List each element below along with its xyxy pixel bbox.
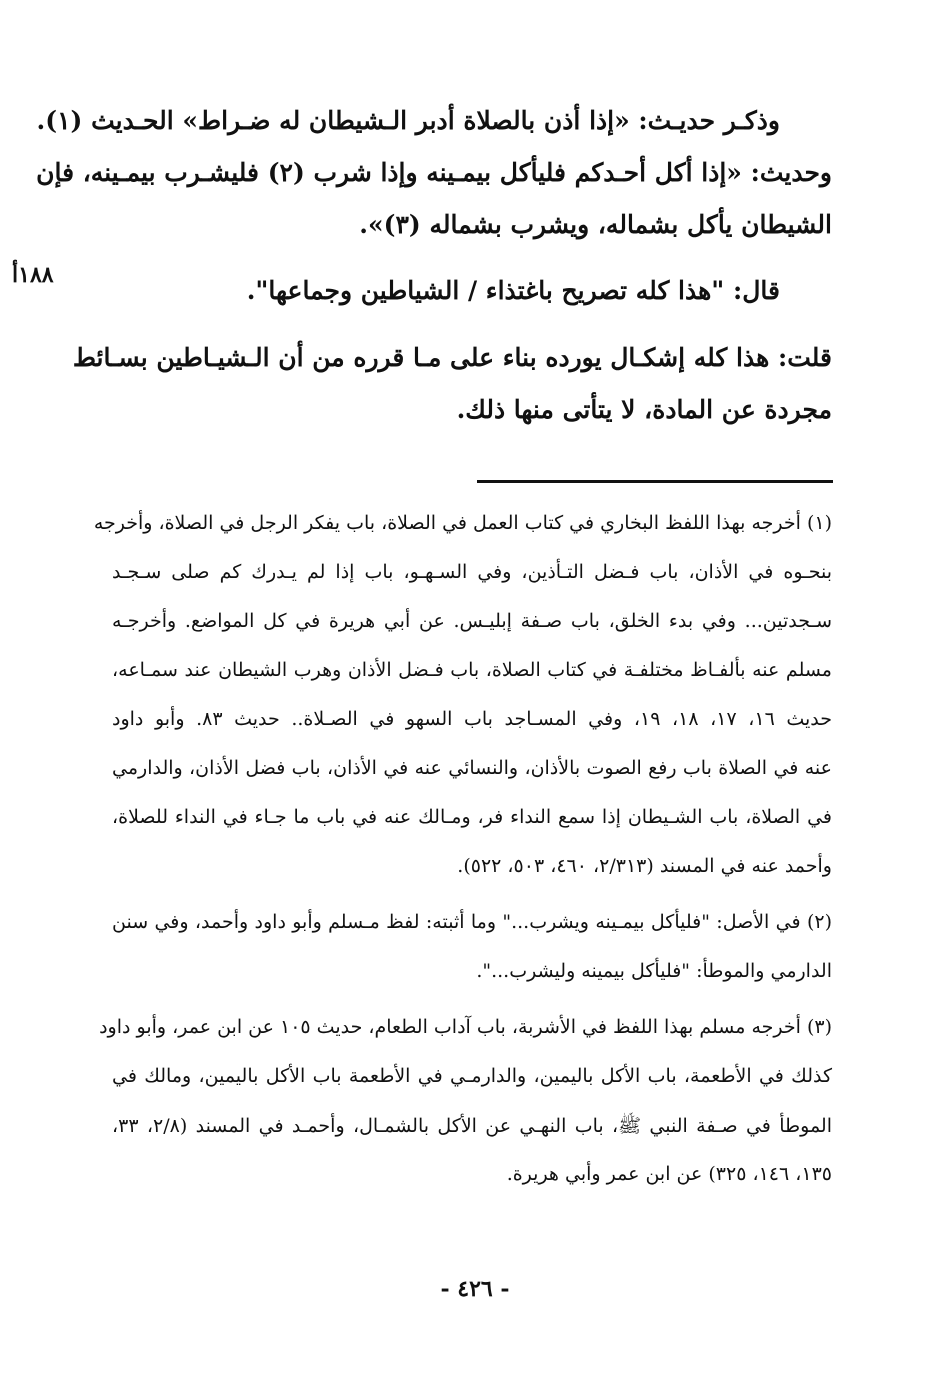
footnote-line: كذلك في الأطعمة، باب الأكل باليمين، والدارمـي في الأطعمة باب الأكل باليمين، ومالك في (112, 1065, 832, 1087)
main-text-line: وذكـر حديـث: «إذا أذن بالصلاة أدبر الـشيطان له ضـراط» الحـديث (١). (36, 106, 780, 135)
page-number: - ٤٢٦ - (440, 1276, 510, 1302)
footnote-line: وأحمد عنه في المسند (٢/٣١٣، ٤٦٠، ٥٠٣، ٥٢٢). (457, 855, 832, 877)
footnote-line: (٣) أخرجه مسلم بهذا اللفظ في الأشربة، باب آداب الطعام، حديث ١٠٥ عن ابن عمر، وأبو داود (99, 1016, 832, 1038)
margin-manuscript-folio: ١٨٨أ (12, 262, 54, 288)
footnote-line: ١٣٥، ١٤٦، ٣٢٥) عن ابن عمر وأبي هريرة. (506, 1163, 832, 1185)
footnote-separator (477, 480, 833, 483)
main-text-line: مجردة عن المادة، لا يتأتى منها ذلك. (456, 395, 832, 424)
footnote-line: سـجدتين... وفي بدء الخلق، باب صـفة إبليـس. عن أبي هريرة في كل المواضع. وأخرجـه (112, 610, 832, 632)
footnote-line: حديث ١٦، ١٧، ١٨، ١٩، وفي المسـاجد باب السهو في الصـلاة.. حديث ٨٣. وأبو داود (112, 708, 833, 730)
footnote-line: بنحـوه في الأذان، باب فـضل التـأذين، وفي السـهـو، باب إذا لم يـدرك كم صلى سـجـد (112, 561, 832, 583)
footnote-line: الموطأ في صـفة النبي ﷺ، باب النهـي عن الأكل بالشمـال، وأحمـد في المسند (٢/٨، ٣٣، (112, 1115, 832, 1137)
main-text-line: الشيطان يأكل بشماله، ويشرب بشماله (٣)». (359, 210, 832, 239)
footnote-line: مسلم عنه بألفـاظ مختلفـة في كتاب الصلاة، باب فـضل الأذان وهرب الشيطان عند سمـاعه، (112, 659, 832, 681)
main-text-line: قال: "هذا كله تصريح باغتذاء / الشياطين وجماعها". (246, 276, 780, 305)
footnote-line: الدارمي والموطأ: "فليأكل بيمينه وليشرب...". (476, 960, 832, 982)
footnote-line: عنه في الصلاة باب رفع الصوت بالأذان، والنسائي عنه في الأذان، باب فضل الأذان، والدارمي (112, 757, 832, 779)
footnote-line: (٢) في الأصل: "فليأكل بيمـينه ويشرب..." وما أثبته: لفظ مـسلم وأبو داود وأحمد، وفي سنن (112, 911, 832, 933)
main-text-line: وحديث: «إذا أكل أحـدكم فليأكل بيمـينه وإذا شرب (٢) فليشـرب بيمـينه، فإن (36, 158, 832, 187)
footnote-line: في الصلاة، باب الشـيطان إذا سمع النداء فر، ومـالك عنه في باب ما جـاء في النداء للصلاة، (112, 806, 832, 828)
main-text-line: قلت: هذا كله إشكـال يورده بناء على مـا قرره من أن الـشيـاطين بسـائط (72, 343, 832, 372)
footnote-line: (١) أخرجه بهذا اللفظ البخاري في كتاب العمل في الصلاة، باب يفكر الرجل في الصلاة، وأخرجه (93, 512, 832, 534)
